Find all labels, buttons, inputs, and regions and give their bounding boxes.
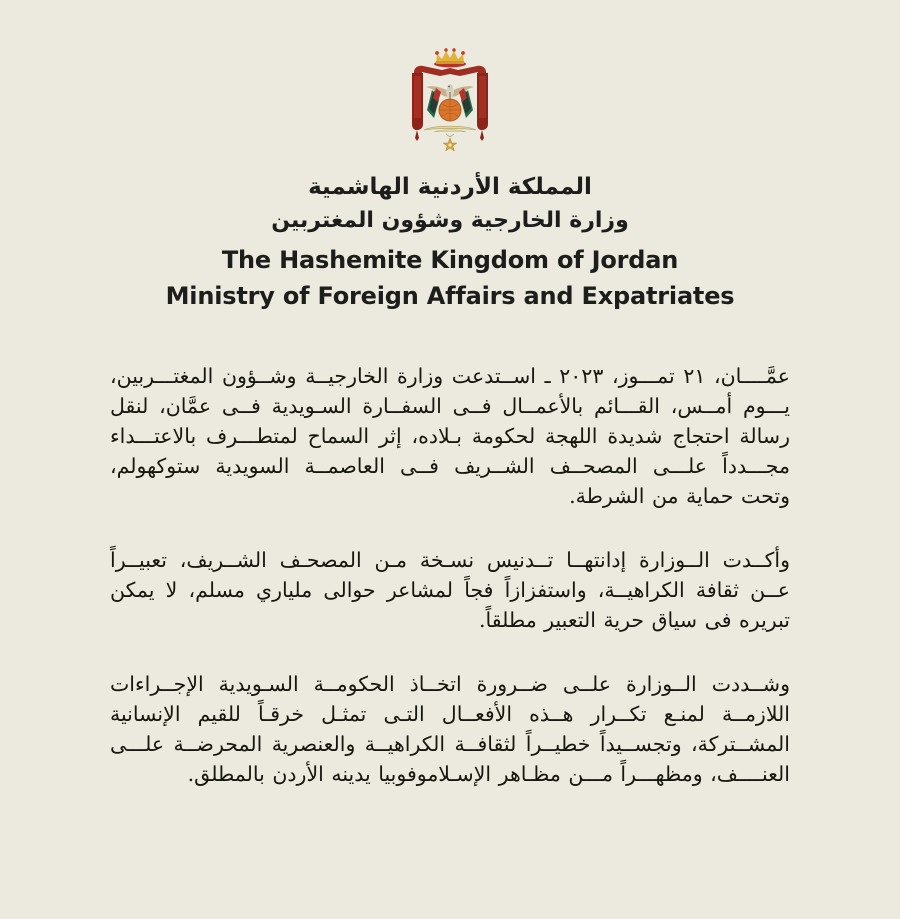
- document-header: [0, 172, 900, 313]
- mantle-right-inner: [479, 76, 486, 118]
- statement-paragraph-3: وشــددت الــوزارة علــى ضــرورة اتخــاذ الحكومــة السـويدية الإجــراءات اللازمــة لمنـع تكــرار هــذه الأفعــال التـى تمثـل خرقـاً للقيم الإنسانية المشــتركة، وتجســيداً خطيــراً لثقافــة الكراهيــة والعنصرية المحرضــة علـــى العنــــف، ومظهـــراً مـــن مظـاهر الإسـلاموفوبيا يدينه الأردن بالمطلق.: [110, 671, 790, 786]
- coat-of-arms-emblem: [390, 46, 510, 154]
- mantle-left-inner: [414, 76, 421, 118]
- statement-paragraph-1: عمَّــــان، ٢١ تمـــوز، ٢٠٢٣ ـ اســتدعت وزارة الخارجيــة وشــؤون المغتـــربين، يـــوم أمــس، القـــائم بالأعمــال فــى السفــارة السـويدية فــى عمَّان، لنقل رسالة احتجاج شديدة اللهجة لحكومة بـلاده، إثر السماح لمتطـــرف بالاعتـــداء مجـــدداً علـــى المصحــف الشــريف فــى العاصمــة السويدية ستوكهولم، وتحت حماية من الشرطة.: [110, 363, 791, 508]
- crown-jewel-left: [435, 51, 439, 55]
- medal-link: [446, 134, 454, 137]
- eagle-eye: [448, 86, 449, 87]
- header-english-ministry: Ministry of Foreign Affairs and Expatriates: [165, 282, 735, 311]
- mantle-top: [414, 66, 486, 78]
- eagle-head: [447, 84, 452, 89]
- header-english-kingdom: The Hashemite Kingdom of Jordan: [221, 246, 679, 275]
- ribbon-scroll: [424, 126, 476, 130]
- tassel-left: [415, 130, 419, 141]
- crown-band: [436, 61, 464, 64]
- star-medal: [443, 138, 457, 151]
- header-arabic-ministry: وزارة الخارجية وشؤون المغتربين: [271, 207, 629, 233]
- jordan-coat-of-arms-icon: [390, 46, 510, 154]
- ribbon-scroll-inner: [434, 130, 466, 132]
- header-arabic-kingdom: المملكة الأردنية الهاشمية: [308, 174, 592, 200]
- statement-paragraph-2: وأكــدت الــوزارة إدانتهــا تــدنيس نسـخة مـن المصحـف الشــريف، تعبيــراً عــن ثقافة الكراهيــة، واستفزازاً فجاً لمشاعر حوالى ملياري مسلم، لا يمكن تبريره فى سياق حرية التعبير مطلقاً.: [110, 547, 790, 632]
- crown-jewel-right: [461, 51, 465, 55]
- tassel-right: [480, 130, 484, 141]
- crown-jewel-midright: [452, 48, 455, 51]
- crown-jewel-midleft: [444, 48, 447, 51]
- statement-body: [110, 361, 790, 789]
